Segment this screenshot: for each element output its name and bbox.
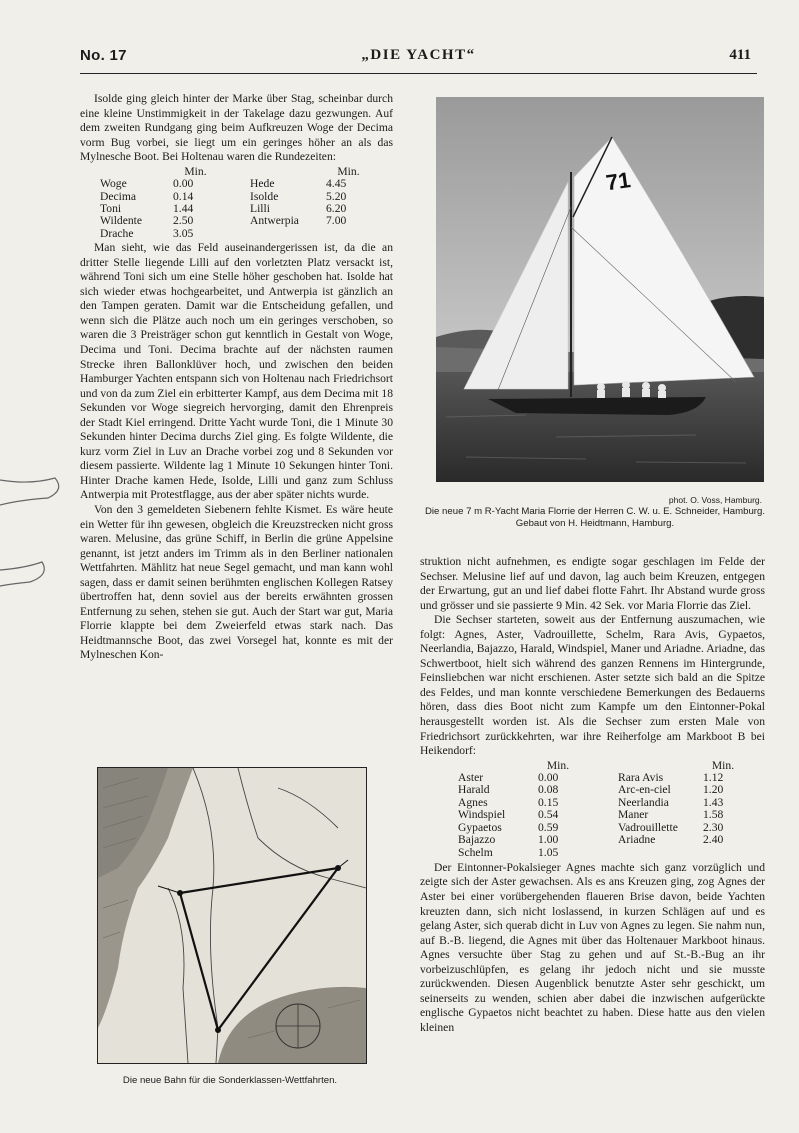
sechser-times-left xyxy=(458,760,578,859)
right-column xyxy=(420,555,765,1035)
table-row: Lilli 6.20 xyxy=(250,201,347,215)
table-row: Gypaetos 0.59 xyxy=(458,820,559,834)
yacht-photo xyxy=(436,97,764,482)
unit-header: Min. xyxy=(546,758,570,772)
table-row: Vadrouillette 2.30 xyxy=(618,820,724,834)
table-row: Hede 4.45 xyxy=(250,177,347,191)
table-row: Schelm 1.05 xyxy=(458,845,559,859)
table-row: Neerlandia 1.43 xyxy=(618,795,724,809)
lap-times-right xyxy=(250,166,371,228)
paragraph: Der Eintonner-Pokalsieger Agnes machte sich ganz vorzüglich und zeigte sich der Aster gewachsen. Als es ans Kreuzen ging, zog Agnes der Aster bei einer vorübergehenden flaueren Brise davon, beide Yachten kreuzten dann, sich nicht loslassend, in kurzen Schlägen auf und es gelang Aster, sich querab dicht in Luv von Agnes zu legen. Sie nahm nun, auf B.-B. liegend, die Agnes mit über das Holtenauer Markboot hinaus. Agnes versuchte über Stag zu gehen und auf St.-B.-Bug an ihr vorbeizuschlüpfen, es gelang ihr jedoch nicht und sie musste zurückwenden. Diesen Augenblick benutzte Aster sehr geschickt, um seinerseits zu wenden, schien aber dabei die inzwischen aufgerückte englische Gypaetos nicht beachtet zu haben. Diese hatte aus den vielen kleinen xyxy=(420,860,765,1034)
margin-tear-decoration xyxy=(0,450,80,630)
table-row: Wildente 2.50 xyxy=(100,214,194,228)
table-row: Agnes 0.15 xyxy=(458,795,559,809)
table-row: Rara Avis 1.12 xyxy=(618,771,724,785)
page-number: 411 xyxy=(729,47,751,63)
unit-header: Min. xyxy=(337,164,360,178)
left-column xyxy=(80,92,393,663)
table-row: Windspiel 0.54 xyxy=(458,808,559,822)
table-row: Isolde 5.20 xyxy=(250,189,347,203)
table-row: Harald 0.08 xyxy=(458,783,559,797)
issue-number: No. 17 xyxy=(80,47,127,64)
paragraph: Man sieht, wie das Feld auseinandergerissen ist, da die an dritter Stelle liegende Lilli auf den vorletzten Platz versackt ist, während Toni sich um eine Stelle höher geschoben hat. Isolde hat sich wieder etwas hochgearbeitet, und Antwerpia ist gänzlich an den Tampen geraten. Damit war die Entscheidung gefallen, und wenn sich die Plätze auch noch um ein geringes verschoben, so waren die 3 Preisträger schon gut kenntlich in Gestalt von Woge, Decima und Toni. Decima brachte auf der nächsten raumen Strecke ihren Ballonklüver hoch, und zwischen den beiden Hamburger Yachten entspann sich von Holtenau nach Friedrichsort und von da zum Ziel ein erbitterter Kampf, aus dem Decima mit 18 Sekunden vor Woge siegreich hervorging, damit den Ehrenpreis der Stadt Kiel erringend. Dritte Yacht wurde Toni, die 1 Minute 30 Sekunden hinter Decima durchs Ziel ging. Es folgte Wildente, die kurz vorm Ziel in Luv an Drache vorbei zog und 8 Sekunden vor diesem passierte. Wildente lag 1 Minute 10 Sekungen hinter Toni. Hinter Drache kamen Hede, Isolde, Lilli und ganz zum Schluss Antwerpia mit Protestflagge, aus der aber später nichts wurde. xyxy=(80,241,393,502)
photo-caption: Die neue 7 m R-Yacht Maria Florrie der Herren C. W. u. E. Schneider, Hamburg. Gebaut von H. Heidtmann, Hamburg. xyxy=(425,506,765,529)
unit-header: Min. xyxy=(184,164,207,178)
race-course-map-image xyxy=(98,768,366,1063)
photo-credit: phot. O. Voss, Hamburg. xyxy=(668,495,762,505)
table-row: Ariadne 2.40 xyxy=(618,833,724,847)
table-row: Aster 0.00 xyxy=(458,771,559,785)
sailing-yacht-image xyxy=(436,97,764,482)
table-row: Arc-en-ciel 1.20 xyxy=(618,783,724,797)
map-caption: Die neue Bahn für die Sonderklassen-Wettfahrten. xyxy=(122,1075,338,1086)
sechser-times-right xyxy=(618,760,743,847)
sail-number: 71 xyxy=(604,167,633,196)
table-row: Woge 0.00 xyxy=(100,177,194,191)
paragraph: Isolde ging gleich hinter der Marke über Stag, scheinbar durch eine kleine Unstimmigkeit in der Takelage dazu gezwungen. Auf dem zweiten Rundgang ging beim Aufkreuzen Woge der Decima vorm Bug vorbei, sie liegt um ein geringes höher an als das Mylnesche Boot. Bei Holtenau waren die Rundezeiten: xyxy=(80,92,393,164)
table-row: Decima 0.14 xyxy=(100,189,194,203)
table-row: Maner 1.58 xyxy=(618,808,724,822)
table-row: Toni 1.44 xyxy=(100,201,194,215)
sechser-times-table xyxy=(458,760,765,859)
page-header xyxy=(80,47,757,74)
lap-times-left xyxy=(100,166,218,240)
journal-title: „DIE YACHT“ xyxy=(361,47,476,63)
unit-header: Min. xyxy=(711,758,735,772)
course-map xyxy=(97,767,367,1064)
table-row: Drache 3.05 xyxy=(100,226,194,240)
table-row: Bajazzo 1.00 xyxy=(458,833,559,847)
paragraph: Von den 3 gemeldeten Siebenern fehlte Kismet. Es wäre heute ein Wetter für ihn gewesen, obgleich die Kreuzstrecken nicht gross waren. Melusine, das grüne Schiff, in Berlin die grüne Appelsine genannt, ist jetzt anders im Trimm als in den Berliner nationalen Wettfahrten. Mählitz hat neue Segel gemacht, und man kann wohl sagen, dass er damit seinen berühmten englischen Kollegen Ratsey übertroffen hat, denn soviel aus der bereits erwähnten grossen Entfernung zu sehen, stehen sie gut. Auch der Start war gut, Maria Florrie klappte bei dem Zweierfeld etwas stark nach. Das Heidtmannsche Boot, das zwei Vorsegel hat, konnte es mit der Mylneschen Kon- xyxy=(80,503,393,662)
table-row: Antwerpia 7.00 xyxy=(250,214,347,228)
paragraph: struktion nicht aufnehmen, es endigte sogar geschlagen im Felde der Sechser. Melusine lief auf und davon, lag auch beim Kreuzen, entgegen der Erwartung, gut an und lief dabei flotte Fahrt. Ihr Abstand wurde gross und grösser und sie passierte 9 Min. 42 Sek. vor Maria Florrie das Ziel. xyxy=(420,555,765,612)
paragraph: Die Sechser starteten, soweit aus der Entfernung auszumachen, wie folgt: Agnes, Aster, Vadrouillette, Schelm, Rara Avis, Gypaetos, Neerlandia, Bajazzo, Harald, Windspiel, Maner und Ariadne. Ariadne, das Schwertboot, hielt sich während des ganzen Rennens im Hintergrunde, Feinsliebchen war nicht erschienen. Aster setzte sich bald an die Spitze des Feldes, und man konnte verschiedene Bemerkungen des Bedauerns hören, dass dies Boot nicht zum Kampfe um den Eintonner-Pokal herausgestellt worden ist. Als die Sechser zum ersten Male von Friedrichsort zurückkehrten, war ihre Reiherfolge am Markboot B bei Heikendorf: xyxy=(420,613,765,758)
lap-times-table xyxy=(100,166,393,240)
